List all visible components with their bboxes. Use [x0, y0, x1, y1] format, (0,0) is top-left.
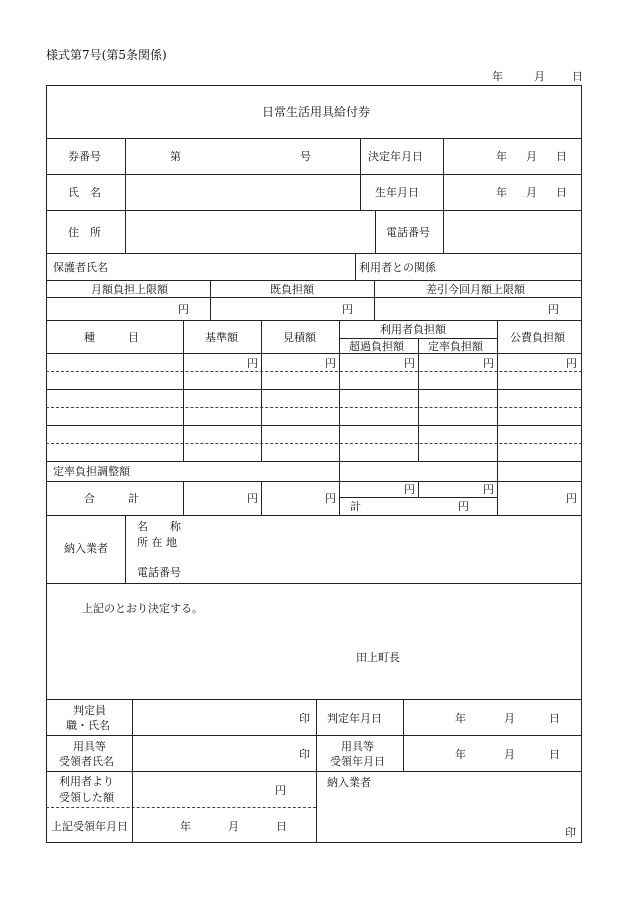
label-address: 住 所 — [68, 226, 101, 239]
decision-year: 年 — [496, 150, 507, 163]
label-ticket-no: 券番号 — [68, 150, 101, 163]
rule — [355, 253, 356, 280]
birth-month: 月 — [526, 186, 537, 199]
mayor-label: 田上町長 — [356, 651, 400, 664]
label-already-paid: 既負担額 — [270, 283, 314, 296]
rule — [46, 297, 582, 298]
yen-total-fixed: 円 — [483, 483, 494, 496]
rule — [339, 320, 340, 515]
rule — [46, 138, 582, 139]
label-dai: 第 — [170, 150, 181, 163]
rule — [316, 699, 317, 843]
rule — [46, 210, 582, 211]
yen-subtotal: 円 — [458, 500, 469, 513]
judge-day: 日 — [549, 712, 560, 725]
issue-month: 月 — [534, 70, 545, 83]
label-judge-2: 職・氏名 — [66, 719, 110, 732]
label-guardian: 保護者氏名 — [53, 261, 108, 274]
recv-month: 月 — [504, 748, 515, 761]
label-judge-date: 判定年月日 — [327, 712, 382, 725]
birth-day: 日 — [556, 186, 567, 199]
label-monthly-limit: 月額負担上限額 — [91, 283, 168, 296]
label-recv-name-2: 受領者氏名 — [59, 755, 114, 768]
label-relation: 利用者との関係 — [359, 261, 436, 274]
rule — [374, 280, 375, 320]
rule — [375, 210, 376, 253]
rule — [46, 174, 582, 175]
label-fixed-adjust: 定率負担調整額 — [53, 465, 130, 478]
rule — [46, 583, 582, 584]
rule — [46, 481, 582, 482]
recv-amount-month: 月 — [228, 820, 239, 833]
recv-year: 年 — [455, 748, 466, 761]
rule — [418, 481, 419, 497]
rule — [46, 253, 582, 254]
judge-year: 年 — [455, 712, 466, 725]
recv-amount-year: 年 — [180, 820, 191, 833]
page-title: 日常生活用具給付券 — [262, 105, 371, 119]
yen-remaining-limit: 円 — [548, 303, 559, 316]
rule — [418, 338, 419, 461]
rule — [403, 699, 404, 771]
label-phone: 電話番号 — [386, 226, 430, 239]
yen-already-paid: 円 — [342, 303, 353, 316]
rule — [443, 138, 444, 253]
recv-amount-day: 日 — [276, 820, 287, 833]
rule — [125, 515, 126, 583]
rule — [183, 481, 184, 515]
label-vendor-name: 名 称 — [137, 520, 181, 533]
col-estimate: 見積額 — [283, 331, 316, 344]
rule — [46, 280, 582, 281]
yen-base: 円 — [247, 357, 258, 370]
rule — [210, 280, 211, 320]
dashed-rule — [46, 807, 316, 808]
rule — [497, 320, 498, 515]
label-total: 合 計 — [84, 492, 139, 505]
yen-recv-amount: 円 — [275, 784, 286, 797]
rule — [46, 735, 582, 736]
rule — [46, 353, 582, 354]
rule — [360, 138, 361, 210]
label-recv-date-1: 用具等 — [341, 740, 374, 753]
yen-monthly-limit: 円 — [178, 303, 189, 316]
label-remaining-limit: 差引今回月額上限額 — [426, 283, 525, 296]
rule — [46, 699, 582, 700]
rule — [132, 699, 133, 843]
yen-total-public: 円 — [566, 492, 577, 505]
rule — [46, 515, 582, 516]
col-base-amount: 基準額 — [205, 331, 238, 344]
seal-judge: 印 — [299, 712, 310, 725]
label-recv-amount-1: 利用者より — [59, 775, 114, 788]
yen-total-excess: 円 — [404, 483, 415, 496]
birth-year: 年 — [496, 186, 507, 199]
yen-excess: 円 — [404, 357, 415, 370]
rule — [261, 481, 262, 515]
rule — [46, 425, 582, 426]
rule — [125, 138, 126, 253]
decision-month: 月 — [526, 150, 537, 163]
seal-vendor: 印 — [565, 826, 576, 839]
label-go: 号 — [300, 150, 311, 163]
label-recv-date-2: 受領年月日 — [330, 755, 385, 768]
yen-total-base: 円 — [247, 492, 258, 505]
col-item: 種 目 — [84, 331, 139, 344]
label-judge-1: 判定員 — [73, 704, 106, 717]
yen-total-estimate: 円 — [325, 492, 336, 505]
rule — [339, 497, 497, 498]
issue-year: 年 — [492, 70, 503, 83]
rule — [183, 320, 184, 461]
issue-day: 日 — [572, 70, 583, 83]
yen-estimate: 円 — [325, 357, 336, 370]
label-birth-date: 生年月日 — [375, 186, 419, 199]
col-excess: 超過負担額 — [349, 340, 404, 353]
seal-recv: 印 — [299, 748, 310, 761]
label-vendor2: 納入業者 — [327, 776, 371, 789]
yen-public: 円 — [566, 357, 577, 370]
label-recv-name-1: 用具等 — [73, 740, 106, 753]
dashed-rule — [46, 443, 582, 444]
form-number: 様式第7号(第5条関係) — [46, 48, 167, 62]
rule — [46, 320, 582, 321]
decision-day: 日 — [556, 150, 567, 163]
label-vendor: 納入業者 — [64, 542, 108, 555]
recv-day: 日 — [549, 748, 560, 761]
label-name: 氏 名 — [68, 186, 101, 199]
rule — [46, 461, 582, 462]
col-fixed-rate: 定率負担額 — [428, 340, 483, 353]
label-vendor-phone: 電話番号 — [137, 566, 181, 579]
rule — [46, 389, 582, 390]
label-subtotal: 計 — [350, 500, 361, 513]
decision-text: 上記のとおり決定する。 — [82, 602, 203, 615]
label-recv-amount-2: 受領した額 — [59, 791, 114, 804]
yen-fixed: 円 — [483, 357, 494, 370]
rule — [46, 771, 582, 772]
rule — [261, 320, 262, 461]
label-recv-amount-date: 上記受領年月日 — [51, 820, 128, 833]
label-decision-date: 決定年月日 — [368, 150, 423, 163]
col-public-burden: 公費負担額 — [510, 331, 565, 344]
label-vendor-address: 所 在 地 — [137, 536, 177, 549]
dashed-rule — [46, 371, 582, 372]
dashed-rule — [46, 407, 582, 408]
judge-month: 月 — [504, 712, 515, 725]
col-user-burden: 利用者負担額 — [380, 323, 446, 336]
